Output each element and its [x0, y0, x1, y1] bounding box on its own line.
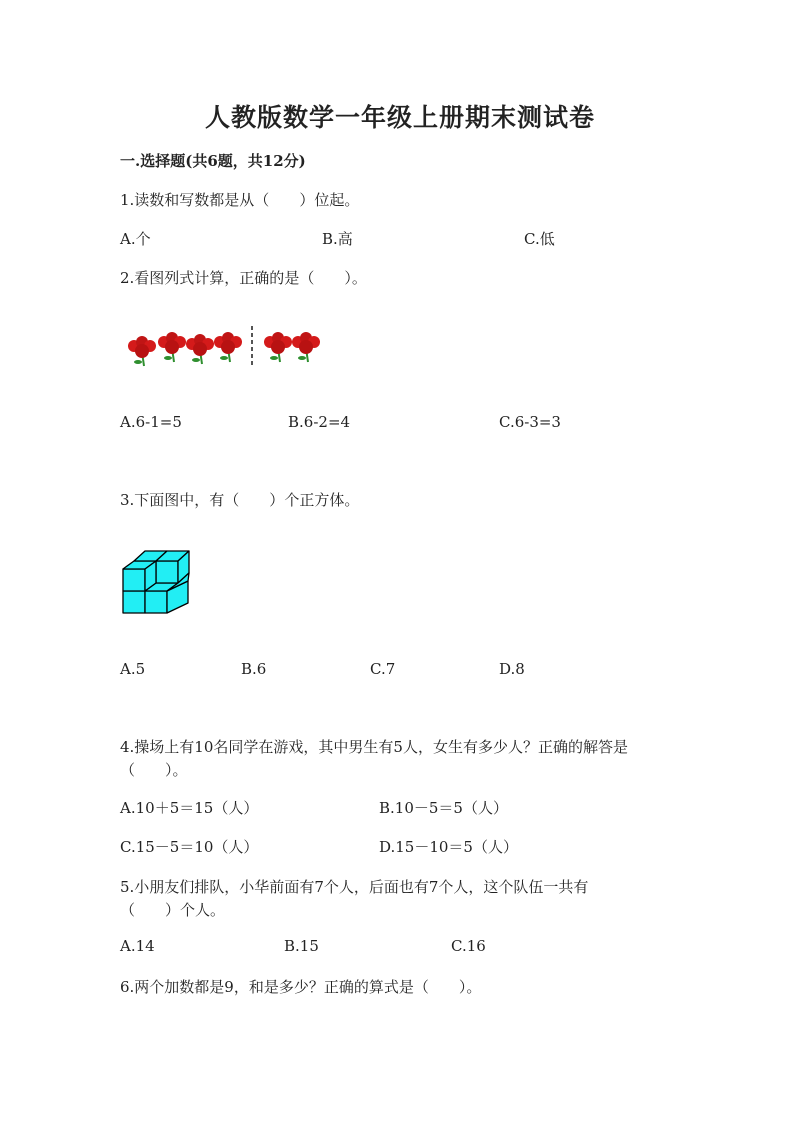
q2-option-a[interactable]: A.6-1=5: [120, 413, 182, 431]
question-6: 6.两个加数都是9，和是多少？正确的算式是（ ）。: [120, 978, 482, 996]
q4-option-a[interactable]: A.10＋5＝15（人）: [120, 799, 259, 817]
flower-group-right: [264, 332, 320, 362]
q3-option-b[interactable]: B.6: [241, 660, 267, 678]
q3-option-c[interactable]: C.7: [370, 660, 396, 678]
question-3: 3.下面图中，有（ ）个正方体。: [120, 491, 360, 509]
q1-option-b[interactable]: B.高: [322, 230, 353, 248]
flower: [186, 334, 214, 364]
q1-option-a[interactable]: A.个: [120, 230, 151, 248]
question-4-continuation: （ ）。: [120, 761, 188, 779]
flowers-illustration: [120, 322, 330, 370]
q4-option-d[interactable]: D.15－10＝5（人）: [379, 838, 518, 856]
flower: [128, 336, 156, 366]
q5-option-b[interactable]: B.15: [284, 937, 319, 955]
q5-option-c[interactable]: C.16: [451, 937, 486, 955]
q4-option-c[interactable]: C.15－5＝10（人）: [120, 838, 259, 856]
q3-option-d[interactable]: D.8: [499, 660, 525, 678]
question-4: 4.操场上有10名同学在游戏，其中男生有5人，女生有多少人？正确的解答是: [120, 738, 628, 756]
cube-stack-figure: [120, 543, 195, 618]
q4-option-b[interactable]: B.10－5＝5（人）: [379, 799, 508, 817]
flower: [158, 332, 186, 362]
flower: [214, 332, 242, 362]
q2-option-c[interactable]: C.6-3=3: [499, 413, 561, 431]
flower: [292, 332, 320, 362]
question-2: 2.看图列式计算，正确的是（ ）。: [120, 269, 367, 287]
flower-group-left: [128, 332, 242, 366]
flower: [264, 332, 292, 362]
page-title: 人教版数学一年级上册期末测试卷: [204, 103, 595, 132]
q3-option-a[interactable]: A.5: [120, 660, 146, 678]
section-heading: 一.选择题(共6题，共12分): [120, 152, 306, 170]
q5-option-a[interactable]: A.14: [120, 937, 155, 955]
q1-option-c[interactable]: C.低: [524, 230, 555, 248]
question-5-continuation: （ ）个人。: [120, 901, 226, 919]
question-5: 5.小朋友们排队，小华前面有7个人，后面也有7个人，这个队伍一共有: [120, 878, 589, 896]
question-1: 1.读数和写数都是从（ ）位起。: [120, 191, 360, 209]
q2-option-b[interactable]: B.6-2=4: [288, 413, 351, 431]
